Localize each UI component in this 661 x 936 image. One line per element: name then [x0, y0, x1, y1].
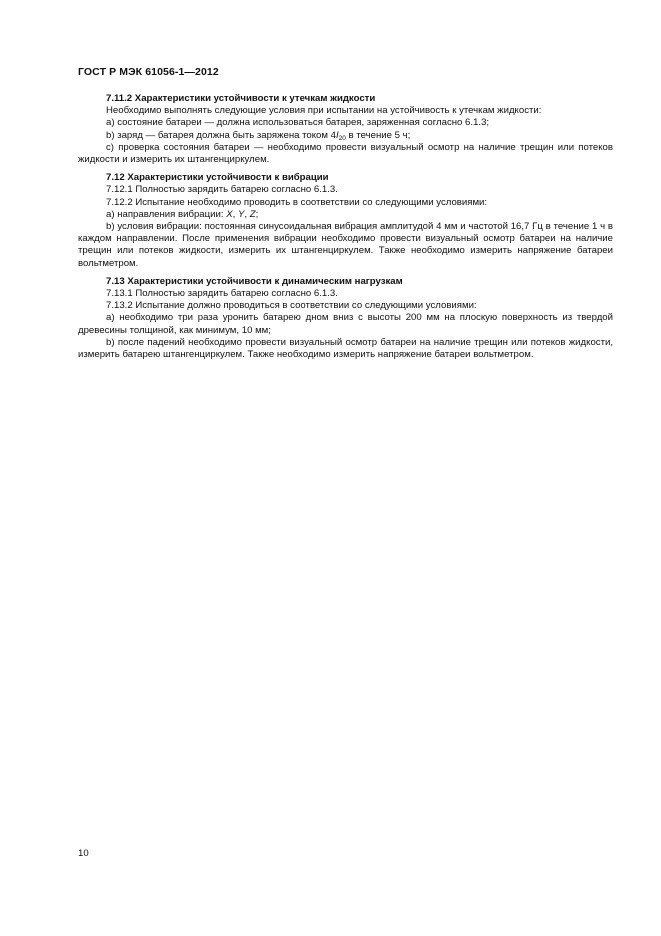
list-item-7-11-2-b [78, 130, 613, 142]
charge-text-start: b) заряд — батарея должна быть заряжена током 4 [106, 129, 336, 141]
list-item-7-13-a: a) необходимо три раза уронить батарею дном вниз с высоты 200 мм на плоскую поверхность из твердой древесины толщиной, как минимум, 10 мм; [78, 312, 613, 336]
axis-end: ; [255, 208, 259, 220]
axis-z: Z [249, 208, 256, 220]
paragraph-7-13-2: 7.13.2 Испытание должно проводиться в соответствии со следующими условиями: [106, 300, 477, 312]
section-heading-7-12: 7.12 Характеристики устойчивости к вибрации [106, 172, 329, 184]
axis-x: X [226, 208, 233, 220]
page-number: 10 [78, 848, 89, 859]
current-variable: I [335, 129, 339, 141]
list-item-7-13-b: b) после падений необходимо провести визуальный осмотр батареи на наличие трещин или потеков жидкости, измерить батарею штангенциркулем. Также необходимо измерить напряжение батареи вольтметром. [78, 336, 613, 361]
list-item-7-11-2-c: c) проверка состояния батареи — необходимо провести визуальный осмотр на наличие трещин или потеков жидкости и измерить их штангенциркулем. [78, 141, 613, 166]
charge-text-end: в течение 5 ч; [345, 129, 411, 141]
section-heading-7-11-2: 7.11.2 Характеристики устойчивости к утечкам жидкости [106, 93, 376, 104]
axis-y: Y [237, 208, 245, 220]
paragraph-7-13-1: 7.13.1 Полностью зарядить батарею согласно 6.1.3. [106, 288, 338, 300]
paragraph-7-11-2-intro: Необходимо выполнять следующие условия при испытании на устойчивость к утечкам жидкости: [106, 105, 542, 117]
axis-separator: , [244, 208, 250, 220]
document-body [78, 93, 613, 361]
list-item-7-12-a [78, 209, 613, 221]
section-heading-7-13: 7.13 Характеристики устойчивости к динамическим нагрузкам [106, 275, 403, 287]
vibration-directions-label: a) направления вибрации: [106, 208, 227, 220]
list-item-7-12-b: b) условия вибрации: постоянная синусоидальная вибрация амплитудой 4 мм и частотой 16,7 Гц в течение 1 ч в каждом направлении. После применения вибрации необходимо провести визуальный осмотр батареи на наличие трещин или потеков жидкости, измерить их штангенциркулем. Также необходимо измерить напряжение батареи вольтметром. [78, 221, 613, 269]
paragraph-7-12-2: 7.12.2 Испытание необходимо проводить в соответствии со следующими условиями: [106, 196, 488, 208]
paragraph-7-12-1: 7.12.1 Полностью зарядить батарею согласно 6.1.3. [106, 184, 338, 196]
list-item-7-11-2-a: a) состояние батареи — должна использоваться батарея, заряженная согласно 6.1.3; [106, 117, 490, 129]
current-subscript: 20 [338, 134, 346, 142]
document-header: ГОСТ Р МЭК 61056-1—2012 [78, 66, 219, 78]
axis-separator: , [232, 208, 238, 220]
